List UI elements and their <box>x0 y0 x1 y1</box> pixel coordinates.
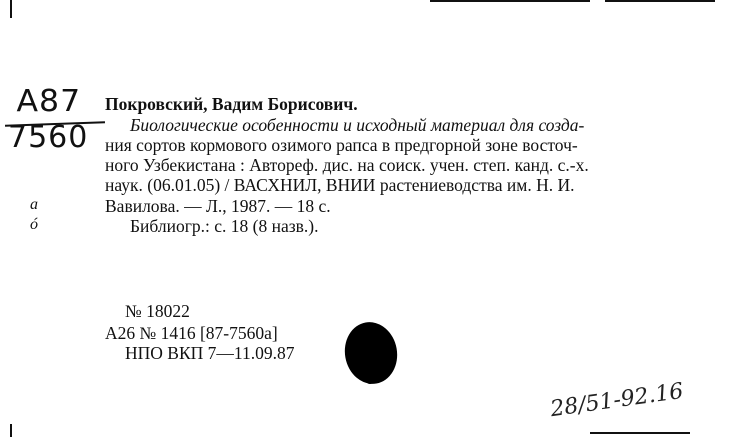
entry-title-line: Вавилова. — Л., 1987. — 18 с. <box>105 196 331 216</box>
card-edge-mark <box>605 0 715 2</box>
card-edge-mark <box>590 432 690 434</box>
card-edge-mark <box>430 0 590 2</box>
ink-blot <box>365 372 375 384</box>
margin-mark: a <box>30 196 38 213</box>
printer-imprint: НПО ВКП 7—11.09.87 <box>125 343 295 363</box>
entry-title-line: ния сортов кормового озимого рапса в предгорной зоне восточ- <box>105 135 578 155</box>
shelf-mark-bottom: 7560 <box>8 120 89 155</box>
shelf-mark-top: A87 <box>16 84 82 119</box>
entry-author: Покровский, Вадим Борисович. <box>105 94 358 114</box>
margin-mark: ó <box>30 216 38 233</box>
card-code: А26 № 1416 [87-7560а] <box>105 323 278 343</box>
card-edge-mark <box>10 424 12 437</box>
card-number: № 18022 <box>125 301 190 321</box>
entry-title-line: наук. (06.01.05) / ВАСХНИЛ, ВНИИ растениеводства им. Н. И. <box>105 175 575 195</box>
entry-title-line: Биологические особенности и исходный материал для созда- <box>130 115 585 135</box>
handwritten-note: 28/51-92.16 <box>548 378 685 423</box>
card-edge-mark <box>10 0 12 18</box>
entry-title-line: ного Узбекистана : Автореф. дис. на соиск. учен. степ. канд. с.-х. <box>105 155 589 175</box>
entry-bibliography: Библиогр.: с. 18 (8 назв.). <box>130 216 319 236</box>
